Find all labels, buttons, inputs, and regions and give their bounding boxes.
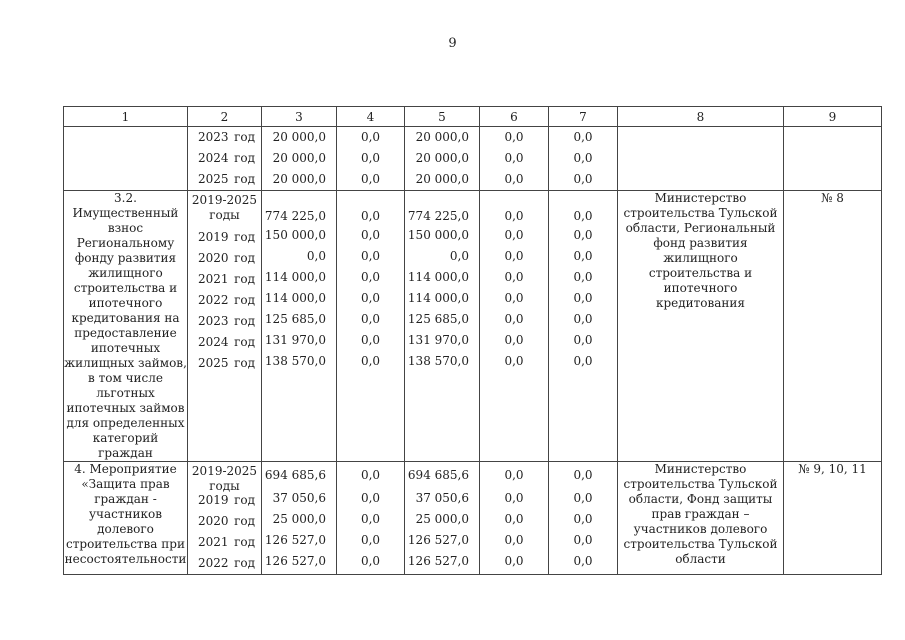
- period-value: 2023: [198, 130, 229, 144]
- amount-value: 0,0: [360, 270, 381, 284]
- header-cell: 7: [549, 107, 618, 127]
- amount-cell-c4: [337, 191, 405, 462]
- amount-value: 0,0: [573, 554, 593, 568]
- header-cell: 6: [480, 107, 549, 127]
- amount-value: 694 685,6: [407, 468, 469, 482]
- period-line: [188, 553, 261, 574]
- amount-value: 0,0: [573, 533, 593, 547]
- header-row: [64, 107, 882, 127]
- amount-value: 126 527,0: [407, 533, 469, 547]
- period-unit: год: [234, 356, 255, 370]
- period-value: 2020: [198, 251, 229, 265]
- amount-value: 25 000,0: [272, 512, 326, 526]
- period-value: 2025: [198, 172, 229, 186]
- measure-name-cell: 4. Мероприятие «Защита прав граждан - участников долевого строительства при несостоятельности: [64, 462, 188, 575]
- amount-value: 138 570,0: [264, 354, 326, 368]
- amount-cell-c7: [549, 191, 618, 462]
- amount-value: 0,0: [504, 270, 524, 284]
- amount-value: 0,0: [573, 491, 593, 505]
- period-unit: год: [234, 151, 255, 165]
- amount-value: 0,0: [360, 554, 381, 568]
- indicator-ref-cell: № 9, 10, 11: [784, 462, 882, 575]
- amount-value: 0,0: [449, 249, 469, 263]
- amount-value: 0,0: [573, 228, 593, 242]
- amount-value: 131 970,0: [264, 333, 326, 347]
- amount-value: 0,0: [360, 228, 381, 242]
- header-cell: 4: [337, 107, 405, 127]
- amount-value: 0,0: [306, 249, 326, 263]
- amount-value: 0,0: [504, 291, 524, 305]
- period-unit: год: [234, 314, 255, 328]
- period-value: 2022: [198, 293, 229, 307]
- period-value: 2019-2025: [191, 464, 258, 478]
- amount-value: 0,0: [360, 291, 381, 305]
- amount-cell-c5: [405, 462, 480, 575]
- period-line: [188, 127, 261, 148]
- amount-cell-c3: [262, 191, 337, 462]
- amount-value: 150 000,0: [407, 228, 469, 242]
- page-number: 9: [448, 36, 457, 51]
- amount-cell-c5: [405, 127, 480, 191]
- period-cell: [188, 462, 262, 575]
- amount-value: 0,0: [360, 333, 381, 347]
- period-unit: год: [234, 556, 255, 570]
- indicator-ref-cell: № 8: [784, 191, 882, 462]
- amount-value: 0,0: [360, 151, 381, 165]
- amount-value: 0,0: [573, 151, 593, 165]
- amount-value: 37 050,6: [272, 491, 326, 505]
- amount-value: 114 000,0: [407, 270, 469, 284]
- amount-value: 20 000,0: [415, 151, 469, 165]
- amount-value: 114 000,0: [264, 291, 326, 305]
- responsible-org-cell: Министерство строительства Тульской области, Региональный фонд развития жилищного строительства и ипотечного кредитования: [618, 191, 784, 462]
- amount-value: 0,0: [504, 491, 524, 505]
- period-unit: год: [234, 272, 255, 286]
- amount-value: 0,0: [360, 312, 381, 326]
- amount-value: 0,0: [360, 468, 381, 482]
- amount-value: 0,0: [573, 312, 593, 326]
- period-line: [188, 490, 261, 511]
- amount-cell-c6: [480, 127, 549, 191]
- amount-value: 126 527,0: [264, 554, 326, 568]
- amount-value: 0,0: [573, 270, 593, 284]
- amount-value: 0,0: [504, 312, 524, 326]
- period-value: 2019-2025: [191, 193, 258, 207]
- period-value: 2020: [198, 514, 229, 528]
- amount-cell-c4: [337, 127, 405, 191]
- amount-value: 114 000,0: [264, 270, 326, 284]
- period-value: 2021: [198, 272, 229, 286]
- amount-value: 125 685,0: [407, 312, 469, 326]
- amount-value: 0,0: [573, 209, 593, 223]
- amount-value: 114 000,0: [407, 291, 469, 305]
- period-value: 2021: [198, 535, 229, 549]
- amount-value: 0,0: [360, 130, 381, 144]
- amount-value: 0,0: [504, 172, 524, 186]
- responsible-org-cell: [618, 127, 784, 191]
- amount-cell-c3: [262, 127, 337, 191]
- amount-value: 0,0: [360, 354, 381, 368]
- amount-value: 125 685,0: [264, 312, 326, 326]
- period-line: [188, 191, 261, 227]
- period-value: 2022: [198, 556, 229, 570]
- amount-value: 0,0: [360, 209, 381, 223]
- amount-value: 0,0: [573, 468, 593, 482]
- amount-value: 150 000,0: [264, 228, 326, 242]
- period-line: [188, 269, 261, 290]
- program-table: [63, 106, 882, 575]
- amount-value: 0,0: [504, 333, 524, 347]
- header-cell: 5: [405, 107, 480, 127]
- amount-value: 138 570,0: [407, 354, 469, 368]
- table-row: [64, 462, 882, 575]
- amount-cell-c4: [337, 462, 405, 575]
- measure-name-cell: [64, 127, 188, 191]
- amount-value: 0,0: [504, 209, 524, 223]
- amount-value: 0,0: [504, 249, 524, 263]
- amount-value: 0,0: [573, 333, 593, 347]
- amount-value: 0,0: [504, 228, 524, 242]
- amount-value: 0,0: [504, 130, 524, 144]
- amount-value: 0,0: [573, 172, 593, 186]
- period-line: [188, 227, 261, 248]
- period-line: [188, 248, 261, 269]
- period-value: 2019: [198, 230, 229, 244]
- amount-value: 0,0: [360, 249, 381, 263]
- amount-value: 131 970,0: [407, 333, 469, 347]
- header-cell: 8: [618, 107, 784, 127]
- period-unit: год: [234, 251, 255, 265]
- period-unit: год: [234, 535, 255, 549]
- period-unit: год: [234, 172, 255, 186]
- amount-cell-c7: [549, 127, 618, 191]
- amount-value: 25 000,0: [415, 512, 469, 526]
- amount-value: 0,0: [504, 151, 524, 165]
- period-line: [188, 311, 261, 332]
- period-unit: годы: [209, 208, 240, 222]
- amount-value: 0,0: [360, 172, 381, 186]
- table-row: [64, 127, 882, 191]
- period-line: [188, 511, 261, 532]
- amount-value: 0,0: [504, 512, 524, 526]
- responsible-org-cell: Министерство строительства Тульской области, Фонд защиты прав граждан – участников долевого строительства Тульской области: [618, 462, 784, 575]
- amount-value: 0,0: [504, 468, 524, 482]
- amount-value: 774 225,0: [407, 209, 469, 223]
- period-line: [188, 148, 261, 169]
- period-value: 2024: [198, 151, 229, 165]
- amount-value: 0,0: [360, 512, 381, 526]
- period-value: 2023: [198, 314, 229, 328]
- amount-value: 694 685,6: [264, 468, 326, 482]
- period-unit: год: [234, 493, 255, 507]
- header-cell: 3: [262, 107, 337, 127]
- period-line: [188, 532, 261, 553]
- amount-value: 37 050,6: [415, 491, 469, 505]
- period-unit: год: [234, 514, 255, 528]
- amount-value: 0,0: [504, 354, 524, 368]
- period-line: [188, 332, 261, 353]
- amount-value: 774 225,0: [264, 209, 326, 223]
- amount-value: 0,0: [573, 291, 593, 305]
- period-unit: год: [234, 293, 255, 307]
- amount-value: 126 527,0: [407, 554, 469, 568]
- period-line: [188, 290, 261, 311]
- period-value: 2024: [198, 335, 229, 349]
- amount-value: 0,0: [360, 491, 381, 505]
- table-row: [64, 191, 882, 462]
- measure-name-cell: 3.2. Имущественный взнос Региональному фонду развития жилищного строительства и ипотечного кредитования на предоставление ипотечных жилищных займов, в том числе льготных ипотечных займов для определенных категорий граждан: [64, 191, 187, 460]
- period-line: [188, 462, 261, 493]
- period-unit: годы: [209, 479, 240, 493]
- indicator-ref-cell: [784, 127, 882, 191]
- period-unit: год: [234, 130, 255, 144]
- amount-value: 20 000,0: [415, 130, 469, 144]
- table-body: [64, 127, 882, 575]
- period-value: 2025: [198, 356, 229, 370]
- period-cell: [188, 191, 262, 462]
- header-cell: 9: [784, 107, 882, 127]
- amount-value: 20 000,0: [272, 130, 326, 144]
- period-line: [188, 169, 261, 190]
- period-cell: [188, 127, 262, 191]
- amount-value: 0,0: [573, 130, 593, 144]
- period-value: 2019: [198, 493, 229, 507]
- amount-cell-c6: [480, 191, 549, 462]
- period-line: [188, 353, 261, 374]
- amount-value: 20 000,0: [272, 151, 326, 165]
- header-cell: 1: [64, 107, 188, 127]
- amount-value: 20 000,0: [272, 172, 326, 186]
- amount-value: 0,0: [504, 554, 524, 568]
- amount-cell-c7: [549, 462, 618, 575]
- amount-value: 0,0: [504, 533, 524, 547]
- amount-value: 0,0: [573, 249, 593, 263]
- amount-cell-c5: [405, 191, 480, 462]
- header-cell: 2: [188, 107, 262, 127]
- amount-value: 0,0: [573, 354, 593, 368]
- amount-value: 20 000,0: [415, 172, 469, 186]
- amount-cell-c3: [262, 462, 337, 575]
- period-unit: год: [234, 230, 255, 244]
- amount-value: 0,0: [573, 512, 593, 526]
- amount-value: 126 527,0: [264, 533, 326, 547]
- amount-value: 0,0: [360, 533, 381, 547]
- period-unit: год: [234, 335, 255, 349]
- amount-cell-c6: [480, 462, 549, 575]
